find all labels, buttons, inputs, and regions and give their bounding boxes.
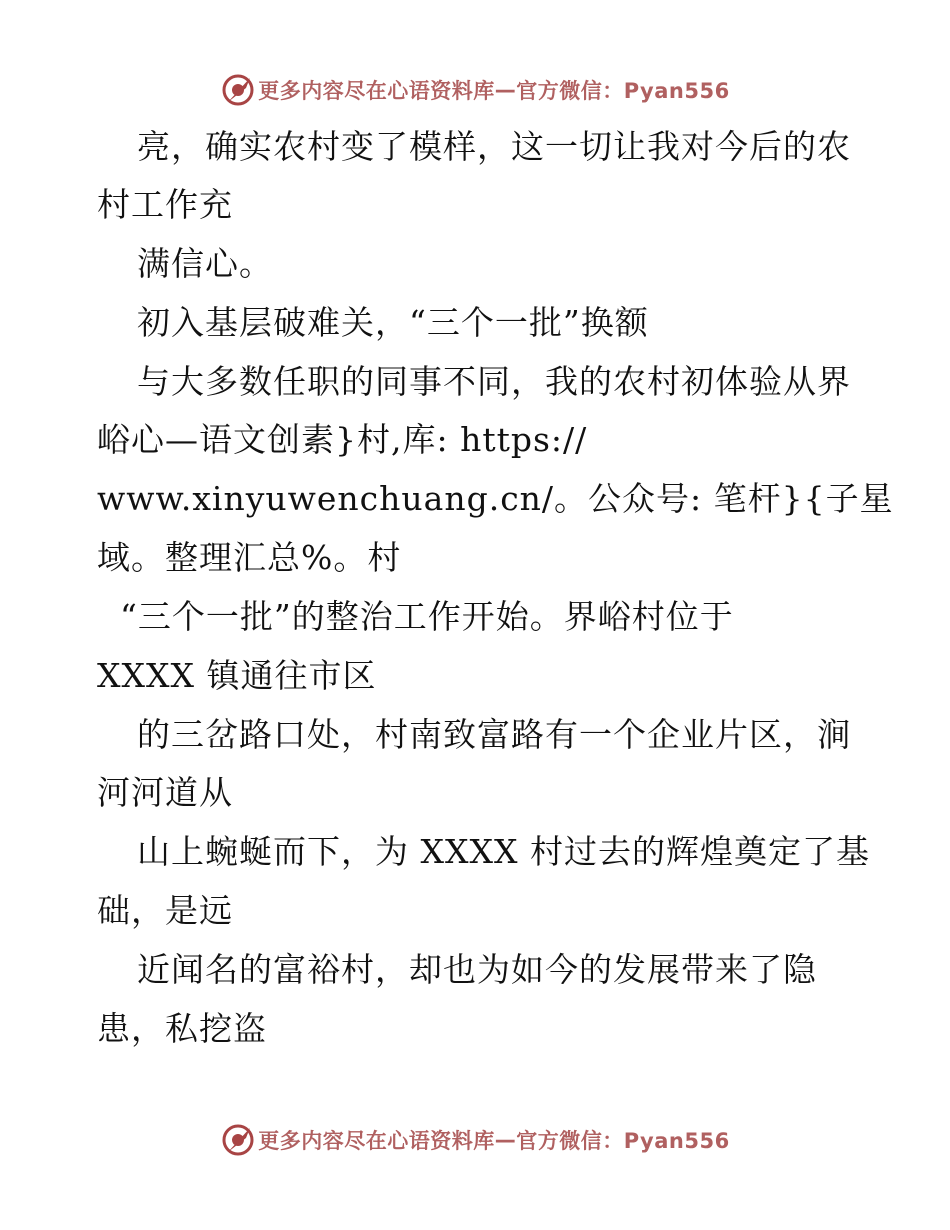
text-line: www.xinyuwenchuang.cn/。公众号: 笔杆}{子星 [97, 479, 894, 518]
footer-wechat: 官方微信：Pyan556 [516, 1129, 730, 1153]
text-line: 域。整理汇总%。村 [97, 538, 402, 577]
text-line: 患，私挖盗 [97, 1009, 267, 1048]
header-wechat: 官方微信：Pyan556 [516, 79, 730, 103]
text-line: 村工作充 [97, 185, 233, 224]
text-line: 满信心。 [137, 244, 273, 283]
text-line: 山上蜿蜒而下，为 XXXX 村过去的辉煌奠定了基 [137, 832, 870, 871]
text-line: XXXX 镇通往市区 [97, 656, 377, 695]
text-line: 近闻名的富裕村，却也为如今的发展带来了隐 [137, 950, 817, 989]
header-banner [0, 70, 950, 110]
text-line: 础，是远 [97, 891, 233, 930]
text-line: 初入基层破难关，“三个一批”换额 [137, 303, 649, 342]
text-line: 河河道从 [97, 773, 233, 812]
header-brand: 更多内容尽在心语资料库 [258, 79, 495, 103]
header-dash: — [494, 78, 517, 102]
footer-dash: — [494, 1128, 517, 1152]
quill-seal-icon [220, 1122, 256, 1158]
text-line: “三个一批”的整治工作开始。界峪村位于 [120, 597, 734, 636]
text-line: 的三岔路口处，村南致富路有一个企业片区，涧 [137, 715, 851, 754]
footer-brand: 更多内容尽在心语资料库 [258, 1129, 495, 1153]
quill-seal-icon [220, 72, 256, 108]
text-line: 峪心—语文创素}村,库: https:// [97, 420, 588, 459]
text-line: 亮，确实农村变了模样，这一切让我对今后的农 [137, 127, 851, 166]
text-line: 与大多数任职的同事不同，我的农村初体验从界 [137, 362, 851, 401]
footer-banner [0, 1120, 950, 1160]
